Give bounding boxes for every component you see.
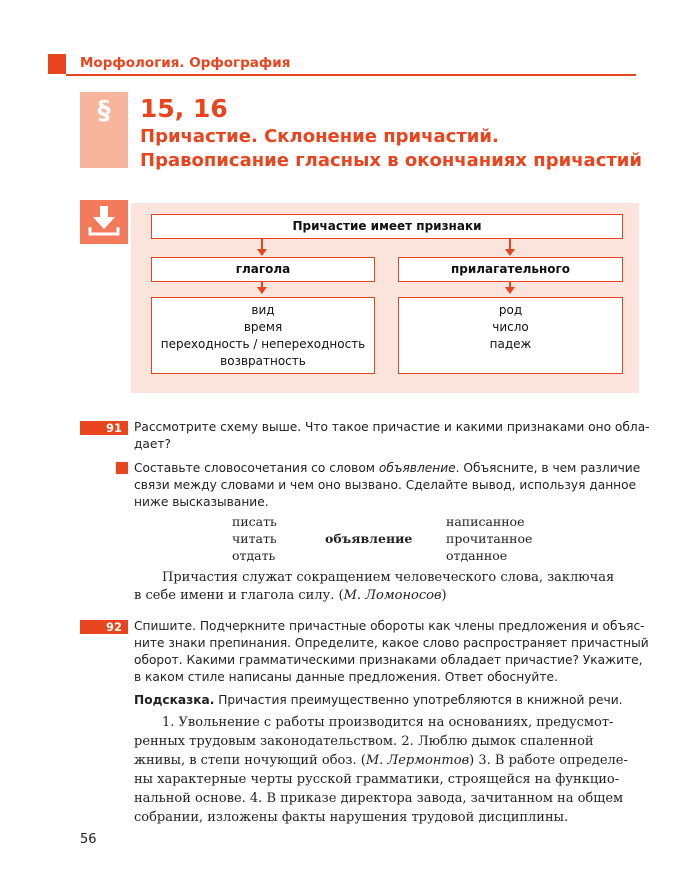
word-item: отданное xyxy=(446,548,508,563)
ex92-sentences-line: нальной основе. 4. В приказе директора завода, зачитанном на общем xyxy=(134,791,624,806)
section-title-line2: Правописание гласных в окончаниях причастий xyxy=(140,150,643,171)
scheme-top-box: Причастие имеет признаки xyxy=(151,214,623,239)
running-header: Морфология. Орфография xyxy=(80,55,291,71)
word-item: прочитанное xyxy=(446,531,533,546)
ex92-sentences-line: 1. Увольнение с работы производится на основаниях, предусмот- xyxy=(162,715,614,730)
header-rule xyxy=(66,74,636,76)
scheme-diagram xyxy=(131,203,639,393)
ex91-text-line2: дает? xyxy=(134,437,171,451)
hint-label: Подсказка. xyxy=(134,693,215,707)
scheme-adjective-features xyxy=(398,297,623,374)
words-right-column xyxy=(446,513,532,564)
word-item: читать xyxy=(232,531,277,546)
scheme-verb-features xyxy=(151,297,375,374)
arrowhead-right xyxy=(505,249,515,256)
ex91-text-line1: Рассмотрите схему выше. Что такое причастие и какими признаками оно обла- xyxy=(134,420,650,434)
word-item: писать xyxy=(232,514,277,529)
word-center: объявление xyxy=(325,531,413,546)
ex92-text-line: в каком стиле написаны данные предложения. Ответ обоснуйте. xyxy=(134,670,558,684)
scheme-adjective-box: прилагательного xyxy=(398,257,623,282)
section-title-line1: Причастие. Склонение причастий. xyxy=(140,126,499,147)
arrowhead-left-2 xyxy=(257,287,267,294)
feature-item: возвратность xyxy=(220,354,306,368)
quote-line1: Причастия служат сокращением человеческого слова, заключая xyxy=(162,570,615,585)
feature-item: число xyxy=(492,320,529,334)
feature-item: падеж xyxy=(489,337,532,351)
scheme-verb-box: глагола xyxy=(151,257,375,282)
section-sign-icon: § xyxy=(97,96,111,126)
feature-item: род xyxy=(498,303,523,317)
arrowhead-left xyxy=(257,249,267,256)
ex92-sentences-line: ренных трудовым законодательством. 2. Люблю дымок спаленной xyxy=(134,734,594,749)
ex91-task-line3: ниже высказывание. xyxy=(134,495,269,509)
exercise-number-91: 91 xyxy=(80,421,128,435)
ex92-text-line: ните знаки препинания. Определите, какое слово распространяет причастный xyxy=(134,636,649,650)
word-item: отдать xyxy=(232,548,276,563)
hint-text: Причастия преимущественно употребляются в книжной речи. xyxy=(214,693,623,707)
ex91-task-line1: Составьте словосочетания со словом объявление. Объясните, в чем различие xyxy=(134,461,641,475)
section-number: 15, 16 xyxy=(140,94,228,123)
download-icon xyxy=(80,200,128,244)
ex92-sentences-line: жнивы, в степи ночующий обоз. (М. Лермонтов) 3. В работе определе- xyxy=(134,753,628,768)
ex92-text-line: оборот. Какими грамматическими признаками обладает причастие? Укажите, xyxy=(134,653,643,667)
ex91-task-line2: связи между словами и чем оно вызвано. Сделайте вывод, используя данное xyxy=(134,478,637,492)
feature-item: вид xyxy=(251,303,275,317)
word-item: написанное xyxy=(446,514,525,529)
header-marker xyxy=(48,54,66,74)
exercise-number-92: 92 xyxy=(80,620,128,634)
hint xyxy=(134,692,623,709)
page-number: 56 xyxy=(80,832,97,847)
arrowhead-right-2 xyxy=(505,287,515,294)
ex92-text-line: Спишите. Подчеркните причастные обороты как члены предложения и объяс- xyxy=(134,619,645,633)
words-left-column xyxy=(232,513,277,564)
ex92-sentences-line: собрании, изложены факты нарушения трудовой дисциплины. xyxy=(134,810,569,825)
feature-item: время xyxy=(243,320,283,334)
ex92-sentences-line: ны характерные черты русской грамматики, строящейся на функцио- xyxy=(134,772,620,787)
feature-item: переходность / непереходность xyxy=(160,337,366,351)
quote-line2: в себе имени и глагола силу. (М. Ломоносов) xyxy=(134,588,447,603)
task-marker xyxy=(116,462,128,474)
